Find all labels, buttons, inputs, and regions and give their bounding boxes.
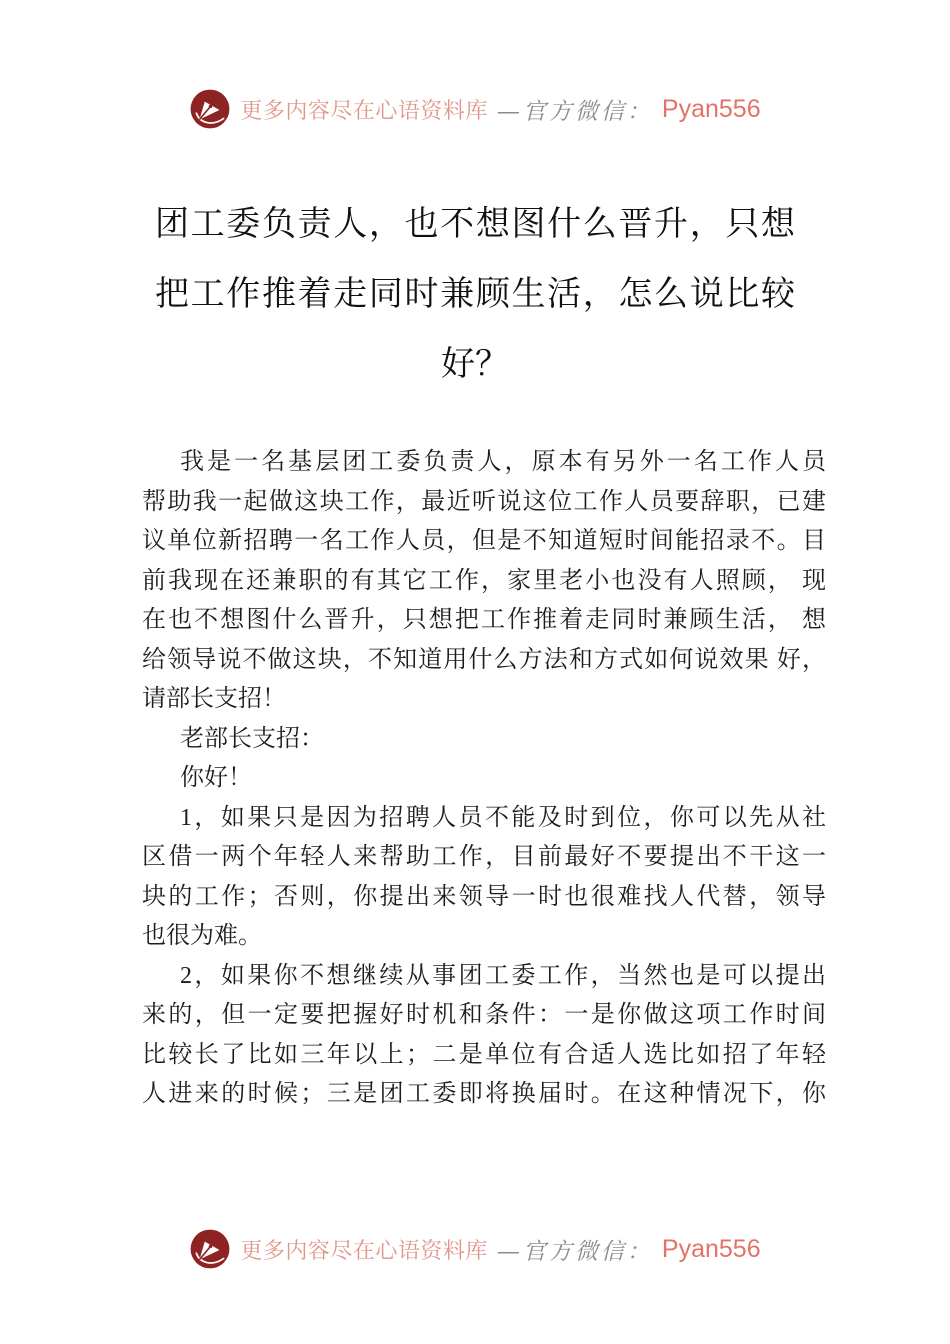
title-line: 团工委负责人，也不想图什么晋升，只想: [155, 206, 795, 243]
watermark-wechat-account: Pyan556: [661, 1234, 761, 1263]
watermark-brand-text: 更多内容尽在心语资料库: [240, 97, 488, 123]
body-line: 1，如果只是因为招聘人员不能及时到位，你可以先从社: [180, 804, 826, 831]
body-line: 你好！: [180, 765, 252, 791]
document-title: [155, 190, 795, 400]
body-line: 人进来的时候；三是团工委即将换届时。在这种情况下，你: [142, 1081, 826, 1107]
body-line: 块的工作；否则，你提出来领导一时也很难找人代替，领导: [142, 883, 826, 910]
watermark-wechat-label: —官方微信：: [496, 1238, 653, 1265]
body-line: 帮助我一起做这块工作，最近听说这位工作人员要辞职，已建: [142, 488, 826, 515]
body-line: 也很为难。: [142, 923, 262, 949]
header-watermark: [0, 88, 950, 130]
watermark-brand-text: 更多内容尽在心语资料库: [240, 1237, 488, 1263]
body-line: 2，如果你不想继续从事团工委工作，当然也是可以提出: [180, 962, 826, 989]
body-line: 请部长支招！: [142, 686, 286, 712]
watermark-wechat-account: Pyan556: [661, 94, 761, 123]
title-line: 好？: [441, 346, 509, 383]
body-line: 在也不想图什么晋升，只想把工作推着走同时兼顾生活， 想: [142, 607, 826, 633]
body-line: 我是一名基层团工委负责人，原本有另外一名工作人员: [180, 449, 826, 475]
title-line: 把工作推着走同时兼顾生活，怎么说比较: [155, 276, 795, 313]
body-line: 给领导说不做这块，不知道用什么方法和方式如何说效果 好，: [142, 646, 826, 673]
document-body: [142, 443, 826, 1115]
body-line: 比较长了比如三年以上；二是单位有合适人选比如招了年轻: [142, 1041, 826, 1068]
watermark-wechat-label: —官方微信：: [496, 98, 653, 125]
body-line: 来的，但一定要把握好时机和条件：一是你做这项工作时间: [142, 1002, 826, 1028]
pen-nib-logo-icon: [189, 1228, 231, 1270]
footer-watermark: [0, 1228, 950, 1270]
body-line: 区借一两个年轻人来帮助工作，目前最好不要提出不干这一: [142, 844, 826, 870]
body-line: 老部长支招：: [180, 725, 324, 752]
body-line: 前我现在还兼职的有其它工作，家里老小也没有人照顾， 现: [142, 567, 826, 594]
body-line: 议单位新招聘一名工作人员，但是不知道短时间能招录不。目: [142, 528, 826, 554]
pen-nib-logo-icon: [189, 88, 231, 130]
